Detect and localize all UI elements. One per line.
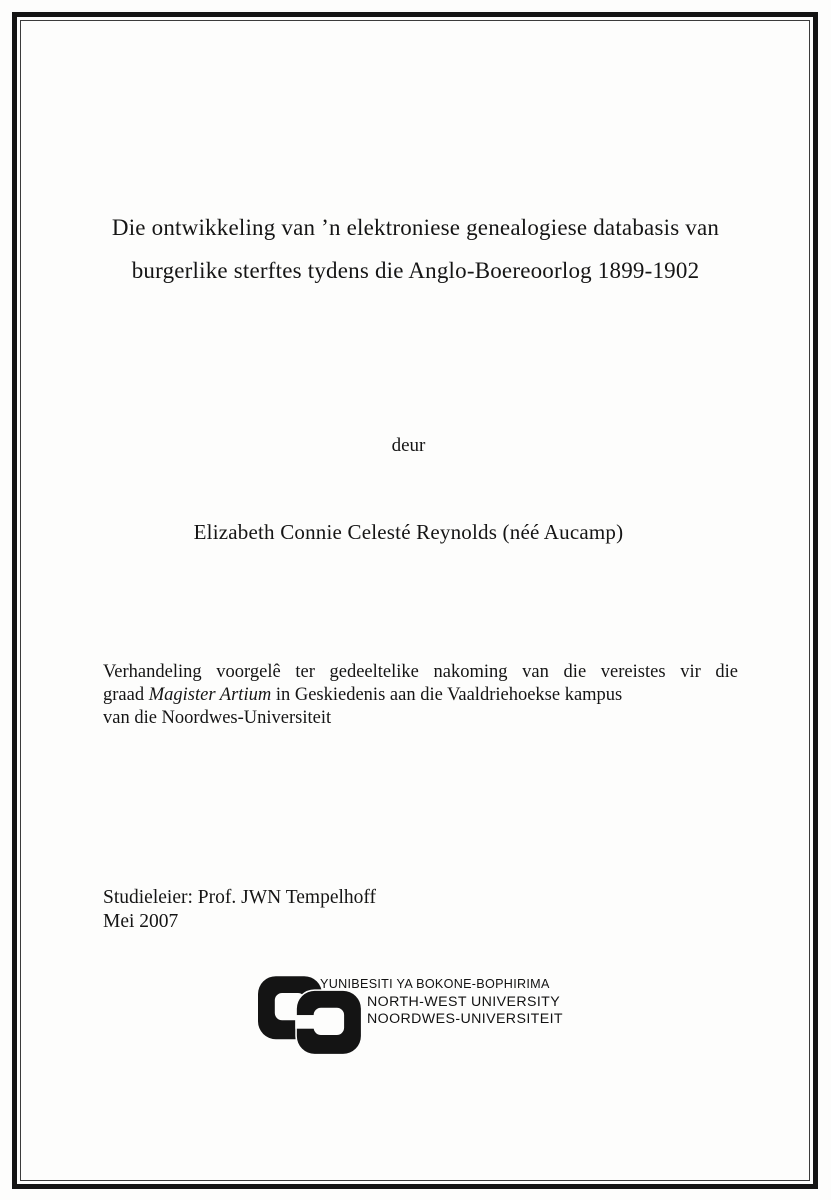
degree-statement-line3: van die Noordwes-Universiteit	[103, 708, 332, 728]
supervisor-line: Studieleier: Prof. JWN Tempelhoff	[103, 887, 377, 908]
logo-name-english: NORTH-WEST UNIVERSITY	[367, 993, 561, 1010]
degree-statement	[103, 661, 738, 730]
byline-label: deur	[391, 435, 426, 456]
degree-statement-line2	[103, 684, 738, 707]
degree-statement-line2-pre: graad	[103, 685, 149, 705]
thesis-title	[60, 206, 771, 292]
date-line: Mei 2007	[103, 911, 179, 932]
university-logo-text	[320, 976, 563, 1028]
thesis-title-line1: Die ontwikkeling van ’n elektroniese genealogiese databasis van	[111, 215, 720, 240]
thesis-title-line2: burgerlike sterftes tydens die Anglo-Boereoorlog 1899-1902	[131, 258, 700, 283]
degree-statement-line2-post: in Geskiedenis aan die Vaaldriehoekse kampus	[271, 685, 623, 705]
author-name: Elizabeth Connie Celesté Reynolds (néé Aucamp)	[193, 520, 624, 544]
logo-name-afrikaans: NOORDWES-UNIVERSITEIT	[367, 1010, 563, 1027]
degree-name-italic: Magister Artium	[148, 685, 272, 705]
logo-name-setswana: YUNIBESITI YA BOKONE-BOPHIRIMA	[320, 977, 550, 991]
university-logo	[258, 970, 588, 1060]
supervisor-block	[103, 886, 376, 934]
degree-statement-line1: Verhandeling voorgelê ter gedeeltelike nakoming van die vereistes vir die	[103, 662, 738, 682]
